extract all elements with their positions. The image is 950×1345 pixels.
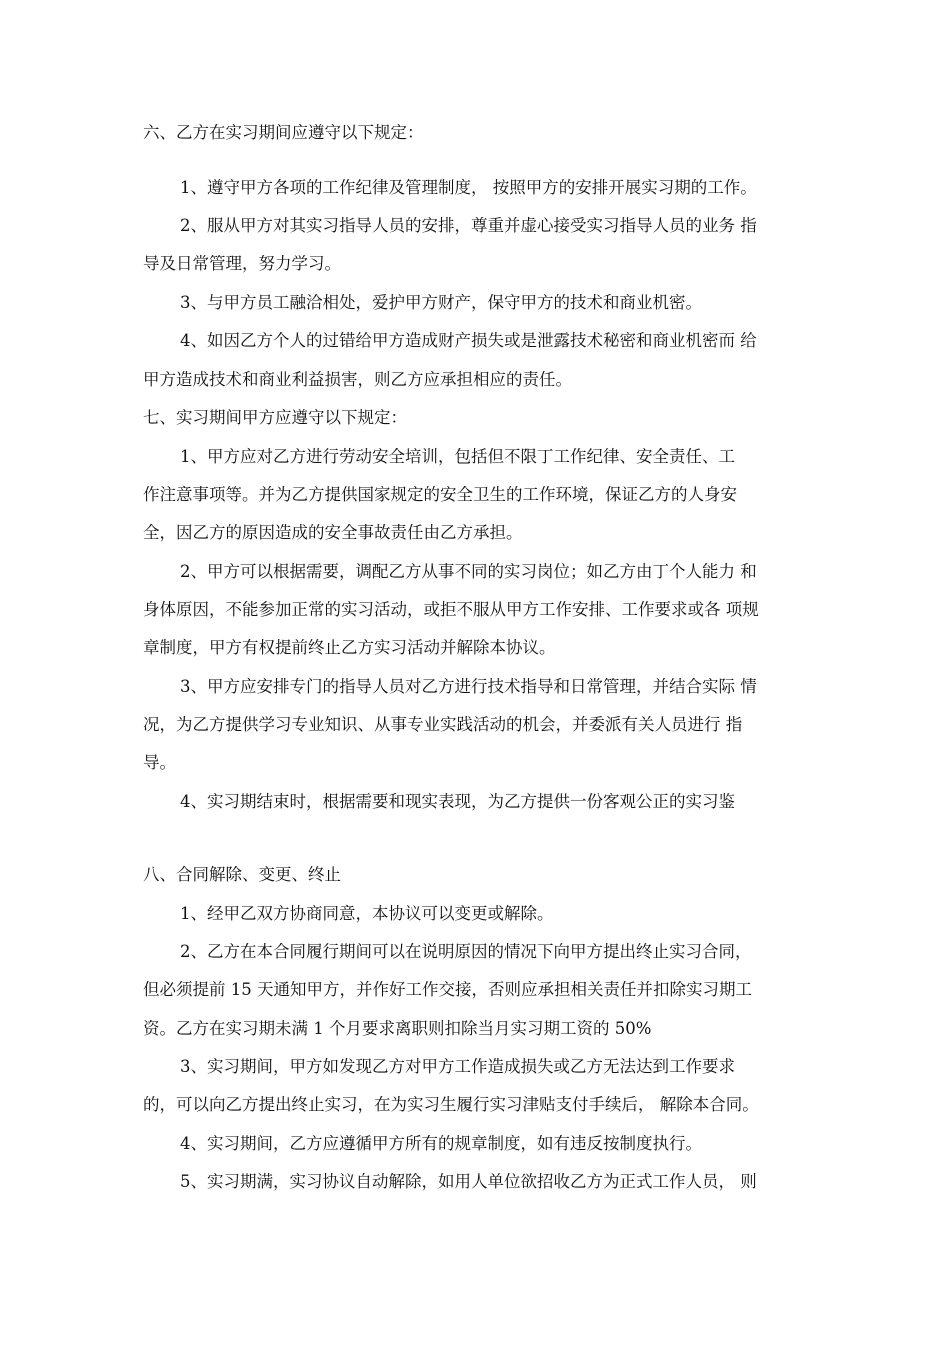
section-8-item-2-cont: 资。乙方在实习期未满 1 个月要求离职则扣除当月实习期工资的 50%: [143, 1019, 652, 1038]
section-7-item-3: 3、甲方应安排专门的指导人员对乙方进行技术指导和日常管理，并结合实际 情: [180, 677, 757, 696]
section-8-item-3-cont: 的，可以向乙方提出终止实习，在为实习生履行实习津贴支付手续后， 解除本合同。: [143, 1095, 759, 1114]
section-7-item-4: 4、实习期结束时，根据需要和现实表现，为乙方提供一份客观公正的实习鉴: [180, 792, 735, 811]
section-6-item-2-cont: 导及日常管理，努力学习。: [143, 254, 341, 273]
section-8-item-2: 2、乙方在本合同履行期间可以在说明原因的情况下向甲方提出终止实习合同，: [180, 942, 752, 961]
section-6-item-2: 2、服从甲方对其实习指导人员的安排，尊重并虚心接受实习指导人员的业务 指: [180, 216, 757, 235]
section-7-item-3-cont: 导。: [143, 753, 176, 772]
section-8-item-3: 3、实习期间，甲方如发现乙方对甲方工作造成损失或乙方无法达到工作要求: [180, 1057, 735, 1076]
section-7-item-1-cont: 全，因乙方的原因造成的安全事故责任由乙方承担。: [143, 523, 523, 542]
section-7-item-3-cont: 况，为乙方提供学习专业知识、从事专业实践活动的机会，并委派有关人员进行 指: [143, 715, 743, 734]
section-7-item-1-cont: 作注意事项等。并为乙方提供国家规定的安全卫生的工作环境，保证乙方的人身安: [143, 485, 737, 504]
section-6-heading: 六、乙方在实习期间应遵守以下规定：: [143, 123, 424, 142]
section-8-item-2-cont: 但必须提前 15 天通知甲方，并作好工作交接，否则应承担相关责任并扣除实习期工: [143, 980, 752, 999]
section-6-item-4-cont: 甲方造成技术和商业利益损害，则乙方应承担相应的责任。: [143, 370, 572, 389]
section-8-item-4: 4、实习期间，乙方应遵循甲方所有的规章制度，如有违反按制度执行。: [180, 1134, 702, 1153]
section-7-item-2-cont: 身体原因，不能参加正常的实习活动，或拒不服从甲方工作安排、工作要求或各 项规: [143, 600, 759, 619]
section-6-item-4: 4、如因乙方个人的过错给甲方造成财产损失或是泄露技术秘密和商业机密而 给: [180, 331, 757, 350]
section-7-item-1: 1、甲方应对乙方进行劳动安全培训，包括但不限丁工作纪律、安全责任、工: [180, 447, 735, 466]
section-7-heading: 七、实习期间甲方应遵守以下规定：: [143, 408, 407, 427]
section-8-item-1: 1、经甲乙双方协商同意，本协议可以变更或解除。: [180, 904, 554, 923]
section-6-item-1: 1、遵守甲方各项的工作纪律及管理制度， 按照甲方的安排开展实习期的工作。: [180, 178, 757, 197]
section-6-item-3: 3、与甲方员工融洽相处，爱护甲方财产，保守甲方的技术和商业机密。: [180, 293, 702, 312]
section-8-item-5: 5、实习期满，实习协议自动解除，如用人单位欲招收乙方为正式工作人员， 则: [180, 1172, 757, 1191]
section-8-heading: 八、合同解除、变更、终止: [143, 865, 341, 884]
section-7-item-2: 2、甲方可以根据需要，调配乙方从事不同的实习岗位；如乙方由丁个人能力 和: [180, 562, 757, 581]
section-7-item-2-cont: 章制度，甲方有权提前终止乙方实习活动并解除本协议。: [143, 638, 556, 657]
